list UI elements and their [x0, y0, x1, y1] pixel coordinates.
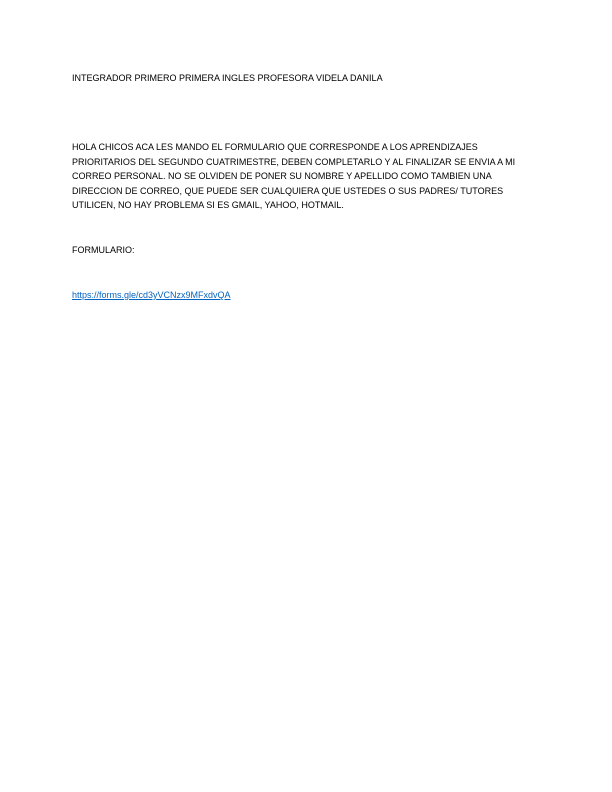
body-line: UTILICEN, NO HAY PROBLEMA SI ES GMAIL, YAHOO, HOTMAIL.	[72, 200, 344, 210]
body-line: DIRECCION DE CORREO, QUE PUEDE SER CUALQUIERA QUE USTEDES O SUS PADRES/ TUTORES	[72, 185, 504, 196]
form-link[interactable]: https://forms.gle/cd3yVCNzx9MFxdvQA	[72, 290, 231, 300]
body-line: HOLA CHICOS ACA LES MANDO EL FORMULARIO QUE CORRESPONDE A LOS APRENDIZAJES	[72, 142, 478, 152]
document-title: INTEGRADOR PRIMERO PRIMERA INGLES PROFESORA VIDELA DANILA	[72, 73, 383, 83]
form-label: FORMULARIO:	[72, 245, 135, 255]
document-body	[72, 140, 542, 213]
body-line: PRIORITARIOS DEL SEGUNDO CUATRIMESTRE, DEBEN COMPLETARLO Y AL FINALIZAR SE ENVIA A MI	[72, 156, 516, 167]
body-line: CORREO PERSONAL. NO SE OLVIDEN DE PONER SU NOMBRE Y APELLIDO COMO TAMBIEN UNA	[72, 171, 492, 181]
